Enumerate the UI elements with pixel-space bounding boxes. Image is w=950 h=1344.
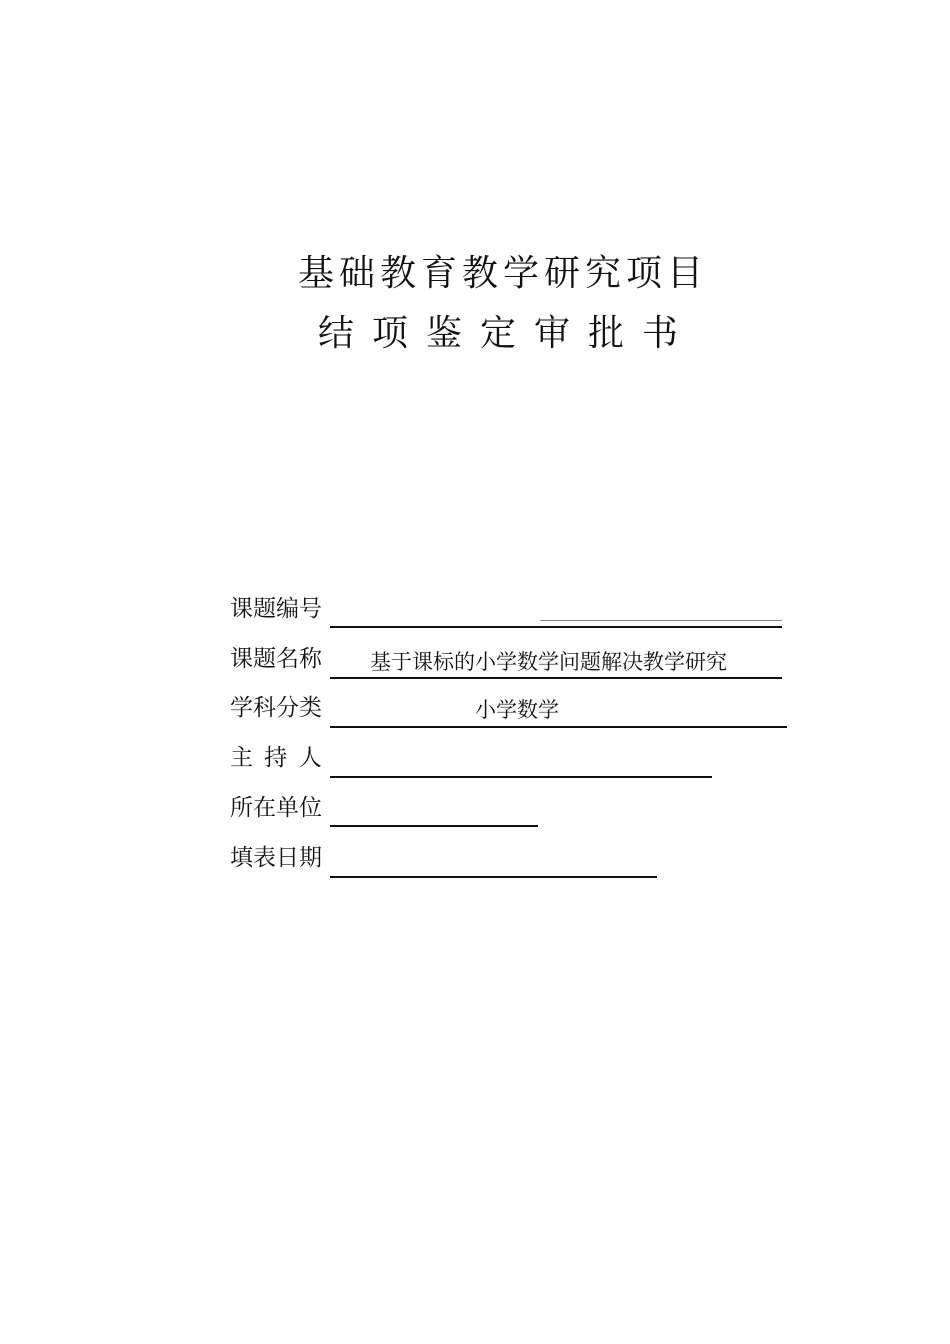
- topic-name-line: [330, 677, 782, 679]
- unit-line: [330, 825, 538, 827]
- subject-line: [330, 726, 787, 728]
- date-line: [330, 876, 657, 878]
- host-line: [330, 776, 712, 778]
- date-label: 填表日期: [230, 845, 322, 871]
- topic-number-line: [330, 626, 782, 628]
- document-title-line-1: 基础教育教学研究项目: [298, 253, 709, 294]
- topic-name-label: 课题名称: [230, 646, 322, 672]
- host-label: 主 持 人: [230, 745, 322, 771]
- subject-label: 学科分类: [230, 695, 322, 721]
- topic-number-label: 课题编号: [230, 596, 322, 622]
- topic-name-value: 基于课标的小学数学问题解决教学研究: [370, 650, 727, 674]
- topic-number-faint-rule: [540, 620, 782, 621]
- document-title-line-2: 结项鉴定审批书: [318, 313, 697, 354]
- unit-label: 所在单位: [230, 795, 322, 821]
- subject-value: 小学数学: [475, 698, 559, 722]
